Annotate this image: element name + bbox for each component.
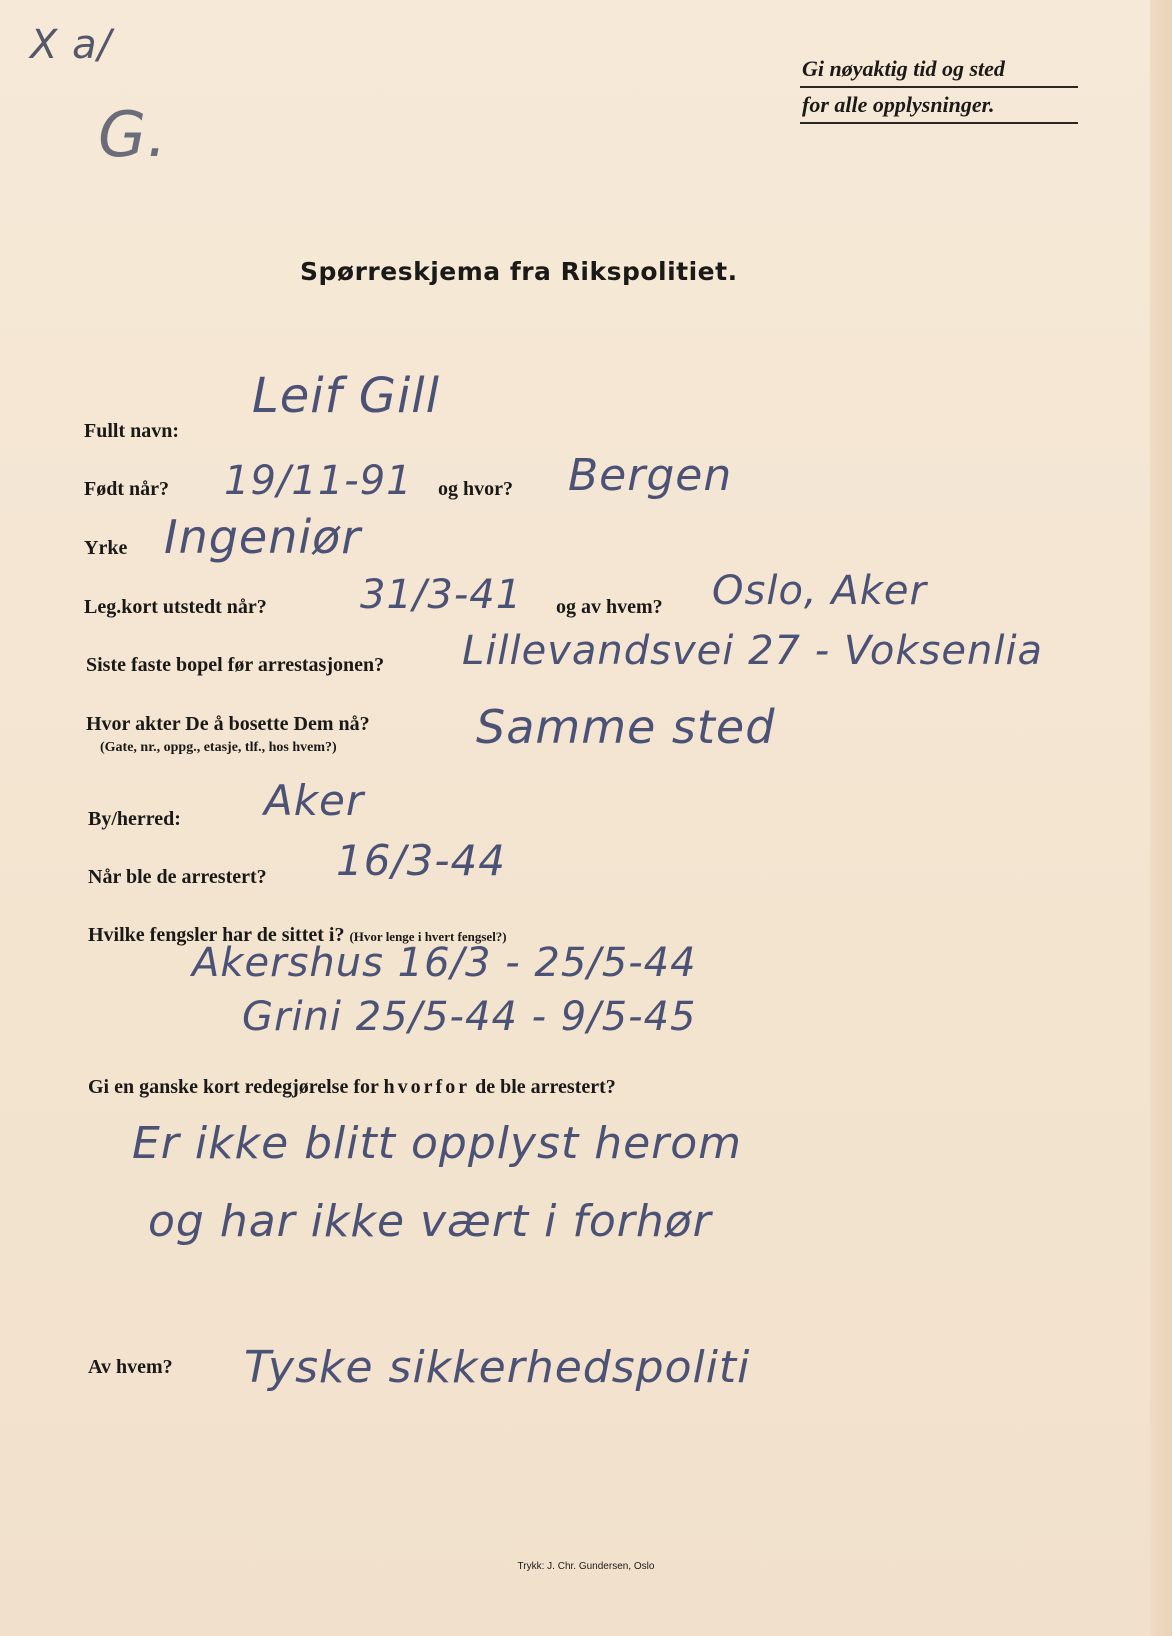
initial-mark: G. [98, 98, 168, 171]
born-where-value: Bergen [568, 450, 733, 501]
full-name-label: Fullt navn: [84, 420, 180, 442]
by-whom-label: Av hvem? [88, 1356, 173, 1378]
instruction-line-2: for alle opplysninger. [800, 88, 1078, 124]
reason-value-1: Er ikke blitt opplyst herom [132, 1118, 743, 1169]
id-card-when-value: 31/3-41 [360, 572, 523, 618]
by-whom-value: Tyske sikkerhedspoliti [244, 1342, 751, 1393]
reason-label-after: de ble arrestert? [475, 1076, 616, 1098]
prisons-label-text: Hvilke fengsler har de sittet i? [88, 924, 345, 946]
id-card-by-whom-value: Oslo, Aker [712, 568, 927, 614]
town-label: By/herred: [88, 808, 181, 830]
paper-edge [1150, 0, 1172, 1636]
form-title: Spørreskjema fra Rikspolitiet. [300, 257, 738, 286]
printer-imprint: Trykk: J. Chr. Gundersen, Oslo [517, 1561, 655, 1572]
arrested-when-value: 16/3-44 [336, 836, 506, 885]
settle-now-label: Hvor akter De å bosette Dem nå? [86, 713, 370, 735]
reason-value-2: og har ikke vært i forhør [148, 1196, 712, 1247]
id-card-when-label: Leg.kort utstedt når? [84, 596, 267, 618]
instruction-line-1: Gi nøyaktig tid og sted [800, 52, 1078, 88]
full-name-value: Leif Gill [252, 368, 440, 424]
prisons-value-1: Akershus 16/3 - 25/5-44 [192, 940, 697, 986]
reason-label-before: Gi en ganske kort redegjørelse for [88, 1076, 379, 1098]
occupation-label: Yrke [84, 537, 128, 559]
reason-label-emph: hvorfor [383, 1076, 471, 1098]
settle-now-sublabel: (Gate, nr., oppg., etasje, tlf., hos hvem?) [100, 740, 337, 755]
prisons-value-2: Grini 25/5-44 - 9/5-45 [242, 994, 697, 1040]
id-card-by-whom-label: og av hvem? [556, 596, 663, 618]
town-value: Aker [264, 776, 365, 825]
born-when-label: Født når? [84, 478, 169, 500]
instruction-note [800, 52, 1078, 124]
born-when-value: 19/11-91 [224, 458, 413, 504]
born-where-label: og hvor? [438, 478, 513, 500]
last-residence-value: Lillevandsvei 27 - Voksenlia [462, 628, 1044, 674]
prisons-sublabel: (Hvor lenge i hvert fengsel?) [349, 929, 507, 944]
settle-now-value: Samme sted [476, 700, 776, 754]
corner-scribble: X a/ [30, 22, 113, 68]
occupation-value: Ingeniør [164, 510, 362, 564]
reason-label [88, 1076, 616, 1099]
last-residence-label: Siste faste bopel før arrestasjonen? [86, 654, 385, 676]
arrested-when-label: Når ble de arrestert? [88, 866, 267, 888]
